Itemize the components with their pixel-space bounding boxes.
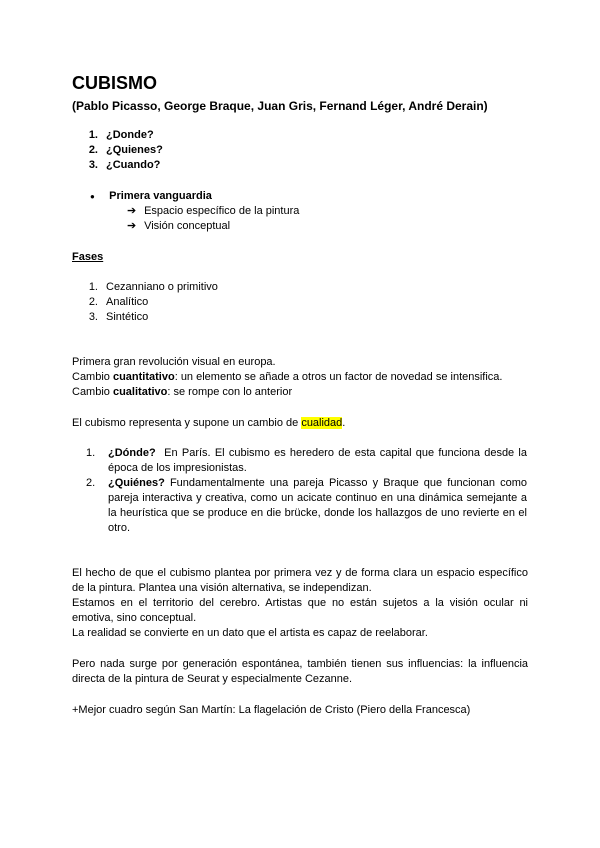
phases-heading: Fases bbox=[72, 251, 104, 263]
subitem-text: Espacio específico de la pintura bbox=[144, 205, 300, 217]
paragraph-line bbox=[72, 385, 532, 400]
arrow-right-icon: ➔ bbox=[127, 220, 137, 232]
bold-term: cualitativo bbox=[112, 386, 168, 398]
list-number: 2. bbox=[86, 477, 96, 489]
list-text: Sintético bbox=[106, 311, 149, 323]
text-span: El cubismo representa y supone un cambio de bbox=[72, 417, 302, 429]
list-number: 2. bbox=[88, 296, 98, 308]
arrow-right-icon: ➔ bbox=[127, 205, 137, 217]
text-span: : un elemento se añade a otros un factor de novedad se intensifica. bbox=[174, 371, 503, 383]
list-number: 2. bbox=[88, 144, 98, 156]
subitem-text: Visión conceptual bbox=[144, 220, 231, 232]
list-item bbox=[80, 295, 218, 310]
page-subtitle: (Pablo Picasso, George Braque, Juan Gris, Fernand Léger, André Derain) bbox=[72, 99, 488, 113]
paragraph-line bbox=[72, 370, 532, 385]
paragraph-line: La realidad se convierte en un dato que el artista es capaz de reelaborar. bbox=[72, 627, 428, 639]
list-item bbox=[80, 128, 163, 143]
vanguard-section bbox=[90, 189, 299, 234]
list-item bbox=[80, 158, 163, 173]
list-text: ¿Donde? bbox=[106, 129, 154, 141]
list-number: 1. bbox=[88, 281, 98, 293]
list-text: Fundamentalmente una pareja Picasso y Braque que funcionan como pareja interactiva y creativa, como un acicate continuo en una dinámica semejante a la heurística que se produce en die brücke, donde los hallazgos de uno revierte en el otro. bbox=[108, 477, 531, 534]
list-text: En París. El cubismo es heredero de esta capital que funciona desde la época de los impresionistas. bbox=[108, 447, 531, 474]
list-item bbox=[86, 446, 531, 476]
list-item bbox=[80, 280, 218, 295]
list-text: Analítico bbox=[106, 296, 149, 308]
highlighted-term: cualidad bbox=[301, 417, 343, 429]
list-number: 3. bbox=[88, 311, 98, 323]
list-number: 3. bbox=[88, 159, 98, 171]
bold-term: ¿Quiénes? bbox=[108, 477, 165, 489]
bold-term: cuantitativo bbox=[112, 371, 175, 383]
paragraph-line: Primera gran revolución visual en europa. bbox=[72, 356, 276, 368]
represents-line bbox=[72, 416, 345, 431]
list-item bbox=[80, 143, 163, 158]
questions-list bbox=[80, 128, 163, 173]
revolution-block bbox=[72, 355, 532, 400]
paragraph-conceptual bbox=[72, 566, 528, 641]
vanguard-subitem bbox=[90, 219, 299, 234]
bullet-icon: ● bbox=[90, 192, 95, 201]
vanguard-label: Primera vanguardia bbox=[109, 190, 212, 202]
paragraph-line: El hecho de que el cubismo plantea por primera vez y de forma clara un espacio específico de la pintura. Plantea una visión alternativa, se independizan. bbox=[72, 567, 528, 594]
best-painting-note: +Mejor cuadro según San Martín: La flagelación de Cristo (Piero della Francesca) bbox=[72, 704, 471, 716]
text-span: : se rompe con lo anterior bbox=[167, 386, 293, 398]
list-text: ¿Cuando? bbox=[106, 159, 161, 171]
text-span: . bbox=[342, 417, 346, 429]
list-text: Cezanniano o primitivo bbox=[106, 281, 218, 293]
list-item bbox=[86, 476, 531, 536]
list-item bbox=[80, 310, 218, 325]
list-number: 1. bbox=[86, 447, 96, 459]
details-list bbox=[86, 446, 531, 536]
page-title: CUBISMO bbox=[72, 73, 157, 93]
paragraph-line: Estamos en el territorio del cerebro. Artistas que no están sujetos a la visión ocular ni emotiva, sino conceptual. bbox=[72, 597, 528, 624]
phases-list bbox=[80, 280, 218, 325]
list-text: ¿Quienes? bbox=[106, 144, 163, 156]
vanguard-subitem bbox=[90, 204, 299, 219]
vanguard-item bbox=[90, 189, 299, 204]
text-span: Cambio bbox=[72, 371, 113, 383]
list-number: 1. bbox=[88, 129, 98, 141]
bold-term: ¿Dónde? bbox=[108, 447, 156, 459]
paragraph-influences: Pero nada surge por generación espontánea, también tienen sus influencias: la influencia directa de la pintura de Seurat y especialmente Cezanne. bbox=[72, 658, 528, 685]
text-span: Cambio bbox=[72, 386, 113, 398]
